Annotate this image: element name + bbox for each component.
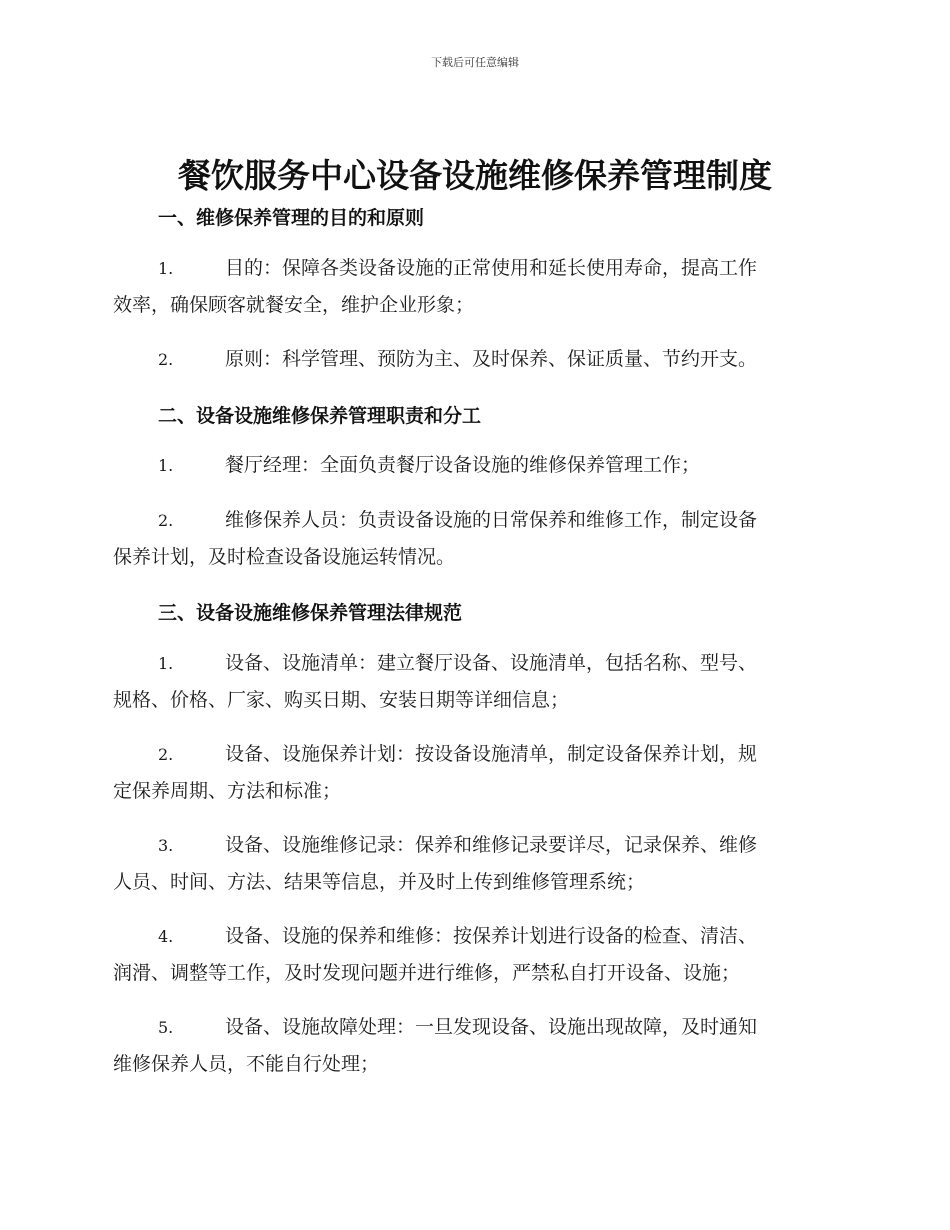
section-heading-3: 三、设备设施维修保养管理法律规范 <box>158 602 463 624</box>
item-text-line2: 维修保养人员，不能自行处理； <box>113 1053 380 1075</box>
list-item <box>113 827 833 900</box>
item-text-line1: 维修保养人员：负责设备设施的日常保养和维修工作，制定设备 <box>225 509 758 531</box>
item-number: 2. <box>158 511 174 530</box>
list-item <box>113 645 833 718</box>
item-text-line2: 保养计划，及时检查设备设施运转情况。 <box>113 546 456 568</box>
list-item <box>113 918 833 991</box>
item-text-line1: 设备、设施维修记录：保养和维修记录要详尽，记录保养、维修 <box>225 834 758 856</box>
item-text-line1: 设备、设施清单：建立餐厅设备、设施清单，包括名称、型号、 <box>225 652 758 674</box>
item-text-line1: 设备、设施的保养和维修：按保养计划进行设备的检查、清洁、 <box>225 925 758 947</box>
item-number: 4. <box>158 927 174 946</box>
page-title: 餐饮服务中心设备设施维修保养管理制度 <box>178 156 772 195</box>
list-item <box>113 447 833 484</box>
item-number: 5. <box>158 1018 174 1037</box>
item-text-line2: 定保养周期、方法和标准； <box>113 780 342 802</box>
item-number: 3. <box>158 836 174 855</box>
list-item <box>113 341 833 378</box>
item-text-line1: 设备、设施保养计划：按设备设施清单，制定设备保养计划，规 <box>225 743 758 765</box>
item-text-line2: 规格、价格、厂家、购买日期、安装日期等详细信息； <box>113 689 570 711</box>
item-text-line1: 设备、设施故障处理：一旦发现设备、设施出现故障，及时通知 <box>225 1016 758 1038</box>
item-number: 1. <box>158 456 174 475</box>
item-text-line1: 餐厅经理：全面负责餐厅设备设施的维修保养管理工作； <box>225 454 701 476</box>
list-item <box>113 736 833 809</box>
header-note: 下载后可任意编辑 <box>431 56 519 69</box>
list-item <box>113 502 833 575</box>
item-number: 2. <box>158 745 174 764</box>
item-text-line1: 原则：科学管理、预防为主、及时保养、保证质量、节约开支。 <box>225 348 758 370</box>
list-item <box>113 250 833 323</box>
section-heading-2: 二、设备设施维修保养管理职责和分工 <box>158 405 482 427</box>
item-text-line2: 效率，确保顾客就餐安全，维护企业形象； <box>113 294 475 316</box>
item-number: 1. <box>158 259 174 278</box>
item-number: 1. <box>158 654 174 673</box>
section-heading-1: 一、维修保养管理的目的和原则 <box>158 207 425 229</box>
list-item <box>113 1009 833 1082</box>
item-text-line1: 目的：保障各类设备设施的正常使用和延长使用寿命，提高工作 <box>225 257 758 279</box>
item-text-line2: 人员、时间、方法、结果等信息，并及时上传到维修管理系统； <box>113 871 646 893</box>
item-text-line2: 润滑、调整等工作，及时发现问题并进行维修，严禁私自打开设备、设施； <box>113 962 741 984</box>
item-number: 2. <box>158 350 174 369</box>
